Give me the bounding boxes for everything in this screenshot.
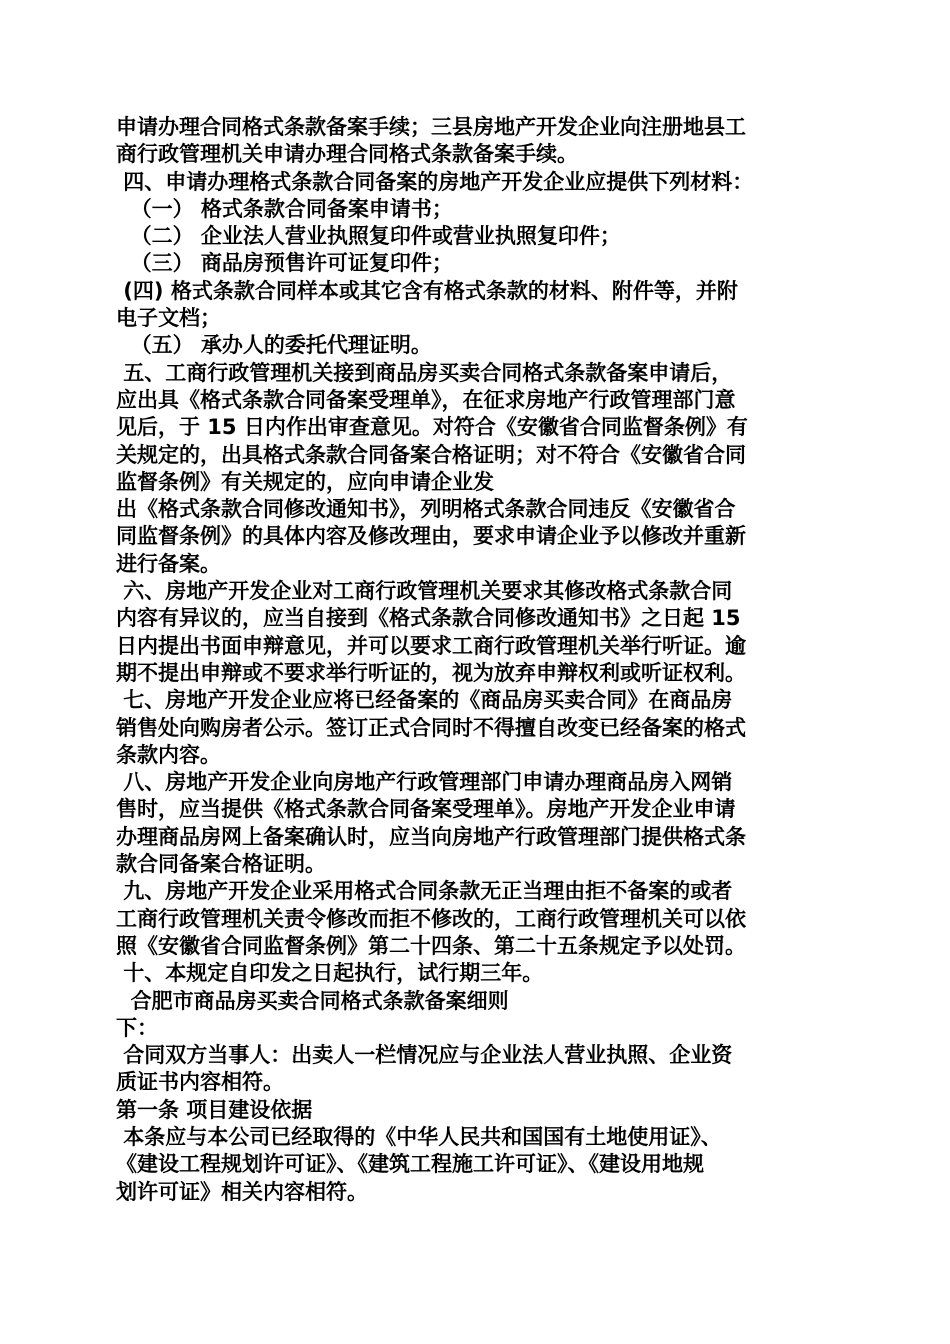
text-line: 五、工商行政管理机关接到商品房买卖合同格式条款备案申请后， xyxy=(116,360,733,385)
text-line: 申请办理合同格式条款备案手续；三县房地产开发企业向注册地县工 xyxy=(116,115,746,139)
text-line: 划许可证》相关内容相符。 xyxy=(116,1179,368,1204)
text-line: 见后，于 15 日内作出审查意见。对符合《安徽省合同监督条例》有 xyxy=(116,415,748,440)
text-line: （三） 商品房预售许可证复印件； xyxy=(116,251,453,276)
text-line: 监督条例》有关规定的，应向申请企业发 xyxy=(116,469,494,494)
document-body xyxy=(116,114,846,1206)
text-line: 条款内容。 xyxy=(116,742,221,767)
text-line: 内容有异议的，应当自接到《格式条款合同修改通知书》之日起 15 xyxy=(116,606,741,631)
text-line: （五） 承办人的委托代理证明。 xyxy=(116,333,432,358)
text-line: 进行备案。 xyxy=(116,551,221,576)
text-line: 售时，应当提供《格式条款合同备案受理单》。房地产开发企业申请 xyxy=(116,797,736,822)
text-line: 日内提出书面申辩意见，并可以要求工商行政管理机关举行听证。逾 xyxy=(116,633,746,658)
text-line: 九、房地产开发企业采用格式合同条款无正当理由拒不备案的或者 xyxy=(116,879,733,904)
text-line: 合肥市商品房买卖合同格式条款备案细则 xyxy=(116,988,509,1013)
text-line: 工商行政管理机关责令修改而拒不修改的，工商行政管理机关可以依 xyxy=(116,906,746,931)
text-line: 七、房地产开发企业应将已经备案的《商品房买卖合同》在商品房 xyxy=(116,688,733,713)
text-line: 合同双方当事人：出卖人一栏情况应与企业法人营业执照、企业资 xyxy=(116,1043,733,1068)
text-line: 照《安徽省合同监督条例》第二十四条、第二十五条规定予以处罚。 xyxy=(116,933,746,958)
text-line: 同监督条例》的具体内容及修改理由，要求申请企业予以修改并重新 xyxy=(116,524,746,549)
text-line: 销售处向购房者公示。签订正式合同时不得擅自改变已经备案的格式 xyxy=(116,715,746,740)
text-line: 本条应与本公司已经取得的《中华人民共和国国有土地使用证》、 xyxy=(116,1124,722,1149)
text-line: 下： xyxy=(116,1015,158,1040)
text-line: 应出具《格式条款合同备案受理单》，在征求房地产行政管理部门意 xyxy=(116,387,736,412)
text-line: (四) 格式条款合同样本或其它含有格式条款的材料、附件等，并附 xyxy=(116,278,738,303)
text-line: 质证书内容相符。 xyxy=(116,1070,284,1095)
text-line: 出《格式条款合同修改通知书》，列明格式条款合同违反《安徽省合 xyxy=(116,497,736,522)
text-line: 六、房地产开发企业对工商行政管理机关要求其修改格式条款合同 xyxy=(116,579,733,604)
text-line: 关规定的，出具格式条款合同备案合格证明；对不符合《安徽省合同 xyxy=(116,442,746,467)
text-line: 第一条 项目建设依据 xyxy=(116,1097,313,1122)
text-line: （一） 格式条款合同备案申请书； xyxy=(116,196,453,221)
text-line: 商行政管理机关申请办理合同格式条款备案手续。 xyxy=(116,142,578,167)
text-line: 八、房地产开发企业向房地产行政管理部门申请办理商品房入网销 xyxy=(116,770,733,795)
text-line: 期不提出申辩或不要求举行听证的，视为放弃申辩权利或听证权利。 xyxy=(116,660,746,685)
text-line: 电子文档； xyxy=(116,306,221,331)
text-line: （二） 企业法人营业执照复印件或营业执照复印件； xyxy=(116,224,621,249)
text-line: 办理商品房网上备案确认时，应当向房地产行政管理部门提供格式条 xyxy=(116,824,746,849)
text-line: 款合同备案合格证明。 xyxy=(116,852,326,877)
text-line: 《建设工程规划许可证》、《建筑工程施工许可证》、《建设用地规 xyxy=(116,1152,704,1177)
text-line: 四、申请办理格式条款合同备案的房地产开发企业应提供下列材料： xyxy=(116,169,754,194)
text-line: 十、本规定自印发之日起执行，试行期三年。 xyxy=(116,961,544,986)
